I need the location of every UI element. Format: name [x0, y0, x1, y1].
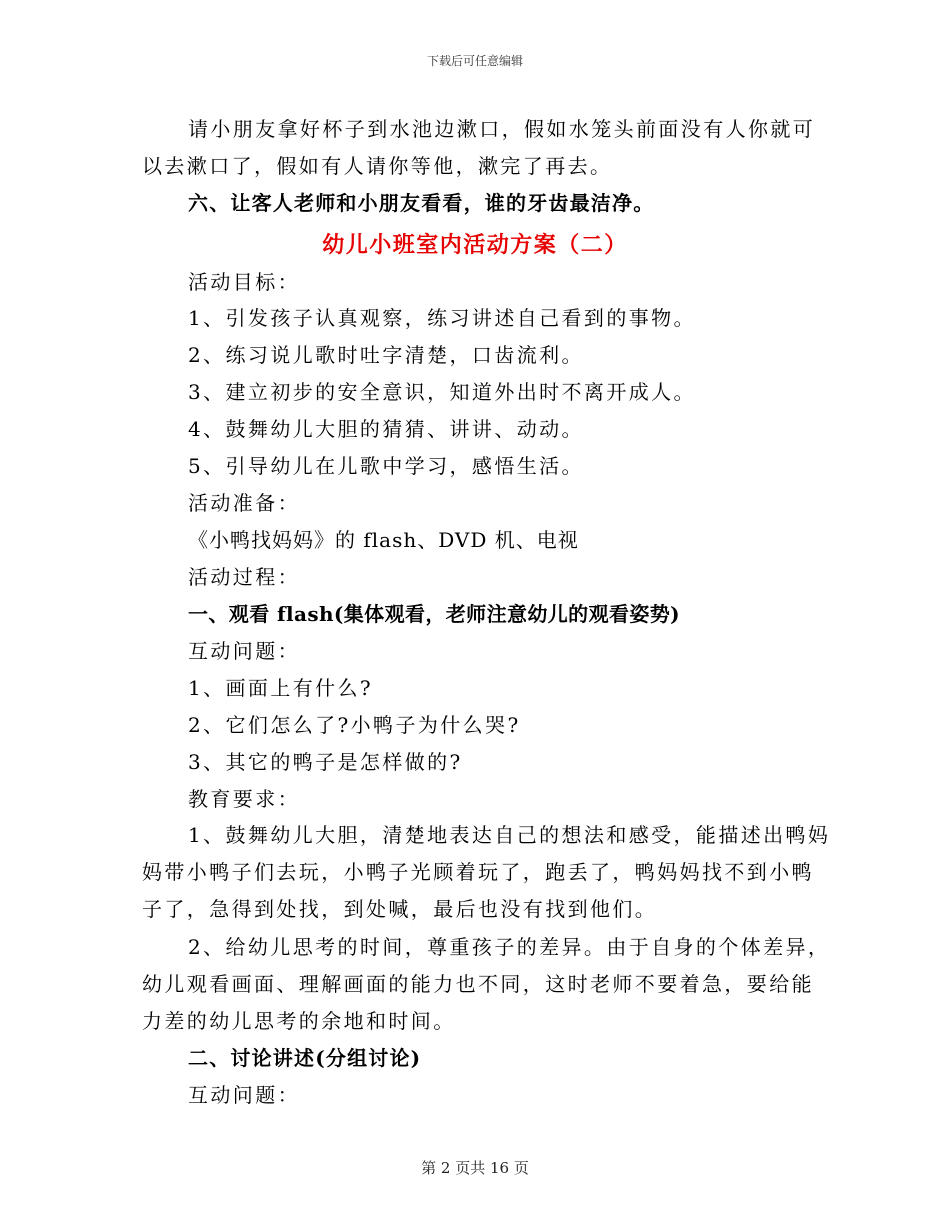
- subheading-label: 活动过程：: [188, 565, 300, 589]
- subheading-label: 活动准备：: [188, 491, 300, 515]
- subheading-label: 活动目标：: [188, 270, 300, 294]
- paragraph-line: 子了，急得到处找，到处喊，最后也没有找到他们。: [142, 897, 658, 921]
- page-footer: 第 2 页共 16 页: [421, 1159, 529, 1177]
- paragraph-line: 以去漱口了，假如有人请你等他，漱完了再去。: [142, 154, 613, 178]
- section-heading: 一、观看 flash(集体观看，老师注意幼儿的观看姿势): [188, 602, 681, 626]
- list-item: 4、鼓舞幼儿大胆的猜猜、讲讲、动动。: [188, 417, 584, 441]
- section-heading: 六、让客人老师和小朋友看看，谁的牙齿最洁净。: [188, 191, 655, 215]
- materials-line: 《小鸭找妈妈》的 flash、DVD 机、电视: [188, 528, 579, 552]
- document-title: 幼儿小班室内活动方案（二）: [322, 232, 628, 258]
- paragraph-line: 妈带小鸭子们去玩，小鸭子光顾着玩了，跑丢了，鸭妈妈找不到小鸭: [142, 860, 814, 884]
- paragraph-line: 2、给幼儿思考的时间，尊重孩子的差异。由于自身的个体差异，: [188, 935, 831, 959]
- list-item: 3、其它的鸭子是怎样做的?: [188, 750, 463, 774]
- subheading-label: 互动问题：: [188, 1083, 300, 1107]
- list-item: 3、建立初步的安全意识，知道外出时不离开成人。: [188, 380, 696, 404]
- paragraph-line: 幼儿观看画面、理解画面的能力也不同，这时老师不要着急，要给能: [142, 972, 814, 996]
- page-header: 下载后可任意编辑: [426, 54, 523, 68]
- list-item: 1、引发孩子认真观察，练习讲述自己看到的事物。: [188, 306, 696, 330]
- paragraph-line: 力差的幼儿思考的余地和时间。: [142, 1009, 456, 1033]
- paragraph-line: 请小朋友拿好杯子到水池边漱口，假如水笼头前面没有人你就可: [188, 117, 816, 141]
- subheading-label: 教育要求：: [188, 787, 300, 811]
- paragraph-line: 1、鼓舞幼儿大胆，清楚地表达自己的想法和感受，能描述出鸭妈: [188, 823, 831, 847]
- list-item: 2、它们怎么了?小鸭子为什么哭?: [188, 713, 521, 737]
- list-item: 2、练习说儿歌时吐字清楚，口齿流利。: [188, 343, 584, 367]
- list-item: 5、引导幼儿在儿歌中学习，感悟生活。: [188, 454, 584, 478]
- section-heading: 二、讨论讲述(分组讨论): [188, 1046, 422, 1070]
- subheading-label: 互动问题：: [188, 639, 300, 663]
- list-item: 1、画面上有什么?: [188, 676, 374, 700]
